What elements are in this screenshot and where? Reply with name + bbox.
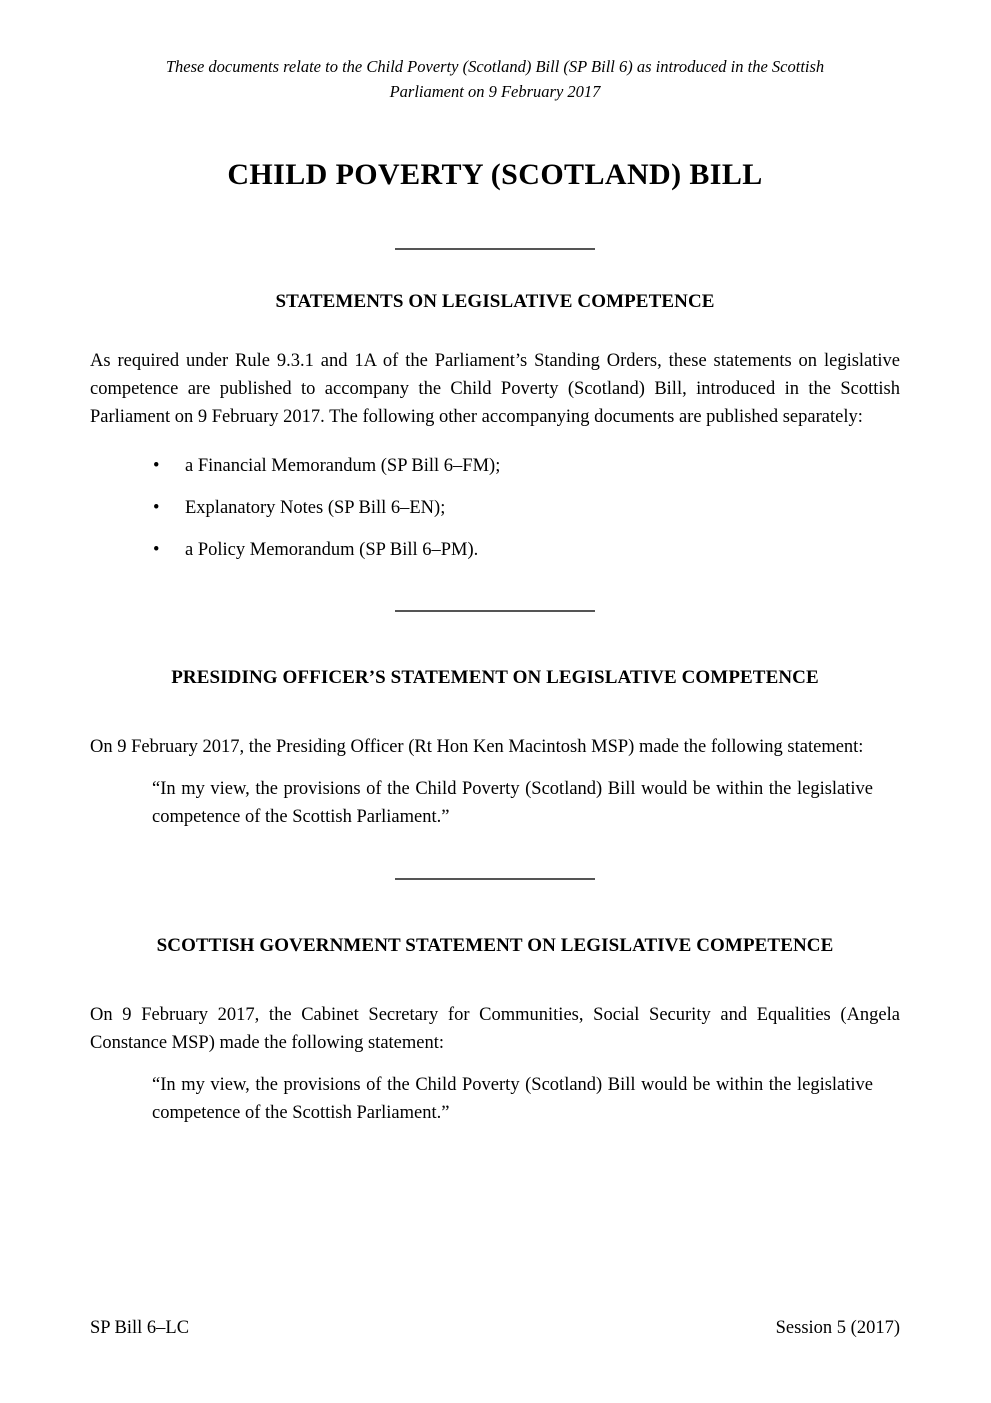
document-content xyxy=(90,55,900,1127)
divider-rule-3 xyxy=(395,878,595,880)
list-item xyxy=(90,453,900,481)
page-title: CHILD POVERTY (SCOTLAND) BILL xyxy=(227,157,763,191)
page-footer xyxy=(90,1318,900,1339)
list-item xyxy=(90,537,900,565)
presiding-officer-quote: “In my view, the provisions of the Child Poverty (Scotland) Bill would be within the legislative competence of the Scottish Parliament.” xyxy=(152,779,873,828)
list-item xyxy=(90,495,900,523)
running-header: These documents relate to the Child Poverty (Scotland) Bill (SP Bill 6) as introduced in the Scottish Parliament on 9 February 2017 xyxy=(165,57,825,101)
bullet-icon: • xyxy=(153,498,160,519)
footer-bill-reference: SP Bill 6–LC xyxy=(90,1318,190,1338)
scottish-government-section-heading: SCOTTISH GOVERNMENT STATEMENT ON LEGISLATIVE COMPETENCE xyxy=(156,934,834,956)
statements-section-heading: STATEMENTS ON LEGISLATIVE COMPETENCE xyxy=(275,290,715,312)
footer-session-reference: Session 5 (2017) xyxy=(775,1318,900,1338)
divider-rule-2-wrap xyxy=(90,610,900,612)
list-item-label: a Financial Memorandum (SP Bill 6–FM); xyxy=(185,456,501,477)
bullet-icon: • xyxy=(153,456,160,477)
statements-intro-paragraph: As required under Rule 9.3.1 and 1A of the Parliament’s Standing Orders, these statements on legislative competence are published to accompany the Child Poverty (Scotland) Bill, introduced in the Scottish Parliament on 9 February 2017. The following other accompanying documents are published separately: xyxy=(90,351,900,428)
list-item-label: a Policy Memorandum (SP Bill 6–PM). xyxy=(185,539,479,560)
divider-rule-3-wrap xyxy=(90,878,900,880)
divider-rule-2 xyxy=(395,610,595,612)
scottish-government-paragraph: On 9 February 2017, the Cabinet Secretary for Communities, Social Security and Equalities (Angela Constance MSP) made the following statement: xyxy=(90,1005,900,1054)
accompanying-documents-list xyxy=(90,453,900,564)
divider-rule-1 xyxy=(395,248,595,250)
presiding-officer-paragraph: On 9 February 2017, the Presiding Officer (Rt Hon Ken Macintosh MSP) made the following statement: xyxy=(90,737,864,758)
scottish-government-quote: “In my view, the provisions of the Child Poverty (Scotland) Bill would be within the legislative competence of the Scottish Parliament.” xyxy=(152,1075,873,1124)
bullet-icon: • xyxy=(153,539,160,560)
divider-rule-1-wrap xyxy=(90,248,900,250)
presiding-officer-section-heading: PRESIDING OFFICER’S STATEMENT ON LEGISLATIVE COMPETENCE xyxy=(171,666,819,688)
list-item-label: Explanatory Notes (SP Bill 6–EN); xyxy=(185,498,446,519)
